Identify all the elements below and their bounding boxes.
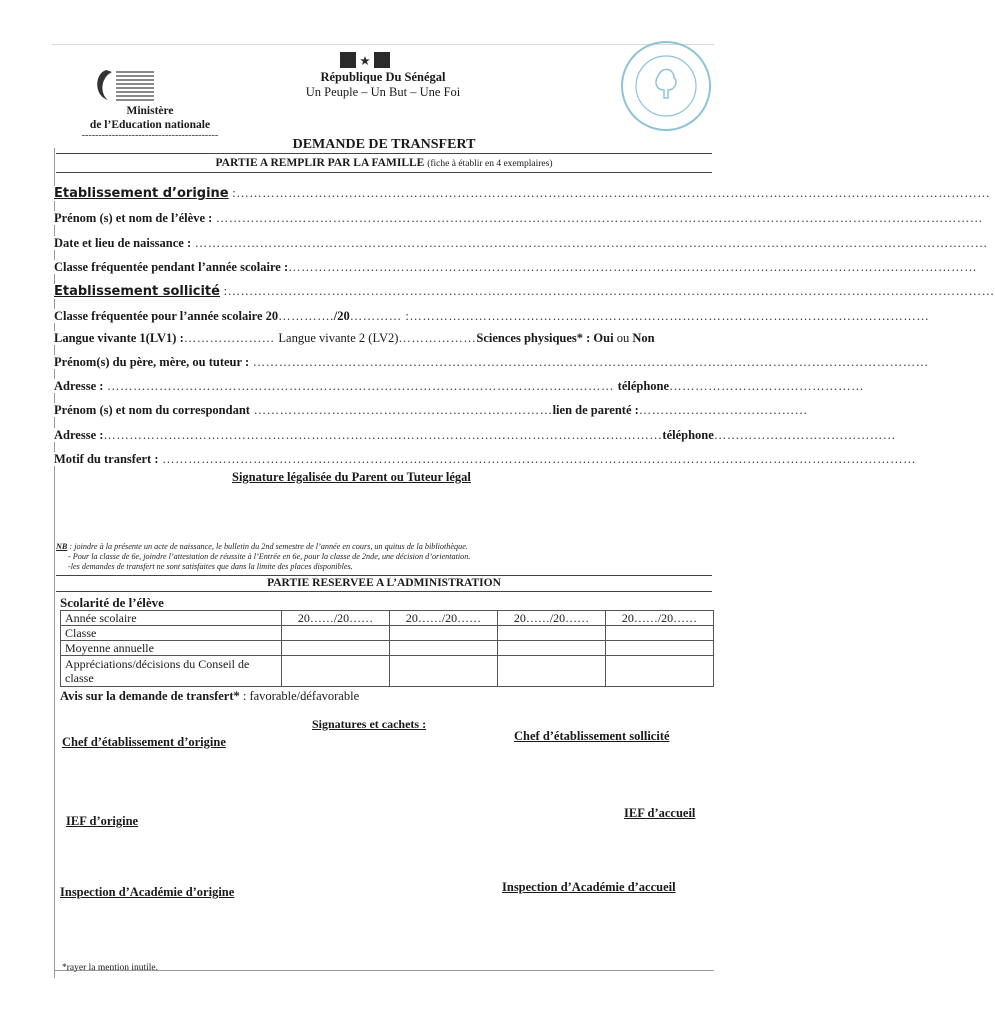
avis-value: : favorable/défavorable <box>239 689 360 703</box>
table-cell[interactable] <box>282 641 390 656</box>
field-etab-origine[interactable]: Etablissement d’origine :………………………………………………………………………………………………………………………………………………………… <box>54 186 991 201</box>
field-correspondant[interactable]: Prénom (s) et nom du correspondant ……………………………………………………………lien de parenté :………………………………… <box>54 403 808 417</box>
field-label: Adresse : <box>54 428 104 442</box>
table-row <box>61 641 714 656</box>
national-motto: Un Peuple – Un But – Une Foi <box>305 85 461 99</box>
ia-accueil-label: Inspection d’Académie d’accueil <box>502 880 676 894</box>
table-cell[interactable] <box>606 626 714 641</box>
field-adresse-correspondant[interactable]: Adresse :…………………………………………………………………………………………………………………téléphone…………………………………… <box>54 428 896 442</box>
field-langues[interactable]: Langue vivante 1(LV1) :………………… Langue vivante 2 (LV2)………………Sciences physiques* : Oui ou Non <box>54 331 655 345</box>
avis-label: Avis sur la demande de transfert* <box>60 689 240 703</box>
sciences-label: Sciences physiques* : Oui <box>476 331 614 345</box>
field-etab-sollicite[interactable]: Etablissement sollicité :…………………………………………………………………………………………………………………………………………………………… <box>54 284 995 299</box>
nb-note <box>56 542 616 572</box>
nb-line2: - Pour la classe de 6e, joindre l’attestation de réussite à l’Entrée en 6e, pour la classe de 2nde, une décision d’orientation. <box>68 552 471 561</box>
table-row <box>61 611 714 626</box>
field-prenom-pere[interactable]: Prénom(s) du père, mère, ou tuteur : ………………………………………………………………………………………………………………………………………… <box>54 355 929 369</box>
row-label: Appréciations/décisions du Conseil de classe <box>61 656 282 687</box>
table-cell[interactable] <box>282 626 390 641</box>
ministry-line1: Ministère <box>126 105 174 117</box>
admin-section-header: PARTIE RESERVEE A L’ADMINISTRATION <box>56 575 712 592</box>
republic-block <box>278 70 488 100</box>
row-label: Classe <box>61 626 282 641</box>
family-section-note: (fiche à établir en 4 exemplaires) <box>427 159 553 169</box>
inspection-stamp <box>614 40 714 140</box>
ia-origine-label: Inspection d’Académie d’origine <box>60 885 235 899</box>
table-cell[interactable] <box>606 641 714 656</box>
nb-label: NB <box>56 542 68 551</box>
field-classe-annee[interactable]: Classe fréquentée pour l’année scolaire 20…………./20………… :………………………………………………………………………………………………………… <box>54 309 930 323</box>
field-label: Motif du transfert : <box>54 452 159 466</box>
nb-line3: -les demandes de transfert ne sont satisfaites que dans la limite des places disponibles. <box>68 562 353 571</box>
table-cell[interactable] <box>282 656 390 687</box>
lien-parente-label: lien de parenté : <box>552 403 639 417</box>
field-label: Date et lieu de naissance : <box>54 236 192 250</box>
field-classe-frequentee[interactable]: Classe fréquentée pendant l’année scolaire :…………………………………………………………………………………………………………………………………………… <box>54 260 978 274</box>
row-label: Moyenne annuelle <box>61 641 282 656</box>
field-sep: /20 <box>333 309 350 323</box>
table-row <box>61 656 714 687</box>
telephone2-label: téléphone <box>662 428 714 442</box>
ministry-line2: de l’Education nationale <box>89 119 211 131</box>
avis-transfert[interactable] <box>60 689 359 704</box>
table-cell[interactable] <box>498 626 606 641</box>
sciences-non: Non <box>632 331 655 345</box>
sciences-ou: ou <box>616 331 630 345</box>
table-cell[interactable] <box>606 656 714 687</box>
family-section-header <box>56 153 712 173</box>
field-label: Adresse : <box>54 379 104 393</box>
signature-parent-label: Signature légalisée du Parent ou Tuteur légal <box>232 470 471 484</box>
scolarite-title: Scolarité de l’élève <box>60 595 164 610</box>
ministry-name <box>70 104 230 140</box>
field-label: Prénom (s) et nom du correspondant <box>54 403 250 417</box>
field-prenom-nom-eleve[interactable]: Prénom (s) et nom de l’élève : …………………………………………………………………………………………………………………………………………………………… <box>54 211 983 225</box>
field-label: Classe fréquentée pour l’année scolaire 20 <box>54 309 279 323</box>
family-section-title: PARTIE A REMPLIR PAR LA FAMILLE <box>215 157 425 169</box>
ief-origine-label: IEF d’origine <box>66 814 139 828</box>
field-label: Prénom(s) du père, mère, ou tuteur : <box>54 355 250 369</box>
field-adresse[interactable]: Adresse : ……………………………………………………………………………………………………… téléphone……………………………………… <box>54 379 865 393</box>
table-cell[interactable]: 20……/20…… <box>606 611 714 626</box>
table-cell[interactable]: 20……/20…… <box>498 611 606 626</box>
signatures-title: Signatures et cachets : <box>312 717 427 731</box>
field-motif[interactable]: Motif du transfert : ………………………………………………………………………………………………………………………………………………………… <box>54 452 917 466</box>
table-cell[interactable] <box>390 656 498 687</box>
ministry-dashes: ----------------------------------------- <box>81 130 219 141</box>
document-title: DEMANDE DE TRANSFERT <box>292 137 476 152</box>
table-cell[interactable]: 20……/20…… <box>282 611 390 626</box>
table-cell[interactable]: 20……/20…… <box>390 611 498 626</box>
table-row <box>61 626 714 641</box>
field-label: Prénom (s) et nom de l’élève : <box>54 211 213 225</box>
table-cell[interactable] <box>498 641 606 656</box>
field-label: Etablissement d’origine <box>54 186 229 201</box>
lv1-label: Langue vivante 1(LV1) : <box>54 331 184 345</box>
nb-line1: : joindre à la présente un acte de naissance, le bulletin du 2nd semestre de l’année en cours, un quitus de la bibliothèque. <box>67 542 468 551</box>
field-label: Classe fréquentée pendant l’année scolaire : <box>54 260 289 274</box>
table-cell[interactable] <box>390 626 498 641</box>
republic-name: République Du Sénégal <box>320 70 446 84</box>
field-label: Etablissement sollicité <box>54 284 220 299</box>
chef-origine-label: Chef d’établissement d’origine <box>62 735 226 749</box>
chef-sollicite-label: Chef d’établissement sollicité <box>514 729 670 743</box>
table-cell[interactable] <box>498 656 606 687</box>
footnote: *rayer la mention inutile. <box>62 963 159 973</box>
telephone-label: téléphone <box>617 379 670 393</box>
table-cell[interactable] <box>390 641 498 656</box>
lv2-label: Langue vivante 2 (LV2) <box>278 331 399 345</box>
row-label: Année scolaire <box>61 611 282 626</box>
ministry-logo <box>92 66 156 106</box>
ief-accueil-label: IEF d’accueil <box>624 806 696 820</box>
senegal-flag-icon <box>340 52 390 68</box>
field-date-lieu-naissance[interactable]: Date et lieu de naissance : ………………………………………………………………………………………………………………………………………………………………… <box>54 236 988 250</box>
scolarite-table <box>60 610 714 687</box>
